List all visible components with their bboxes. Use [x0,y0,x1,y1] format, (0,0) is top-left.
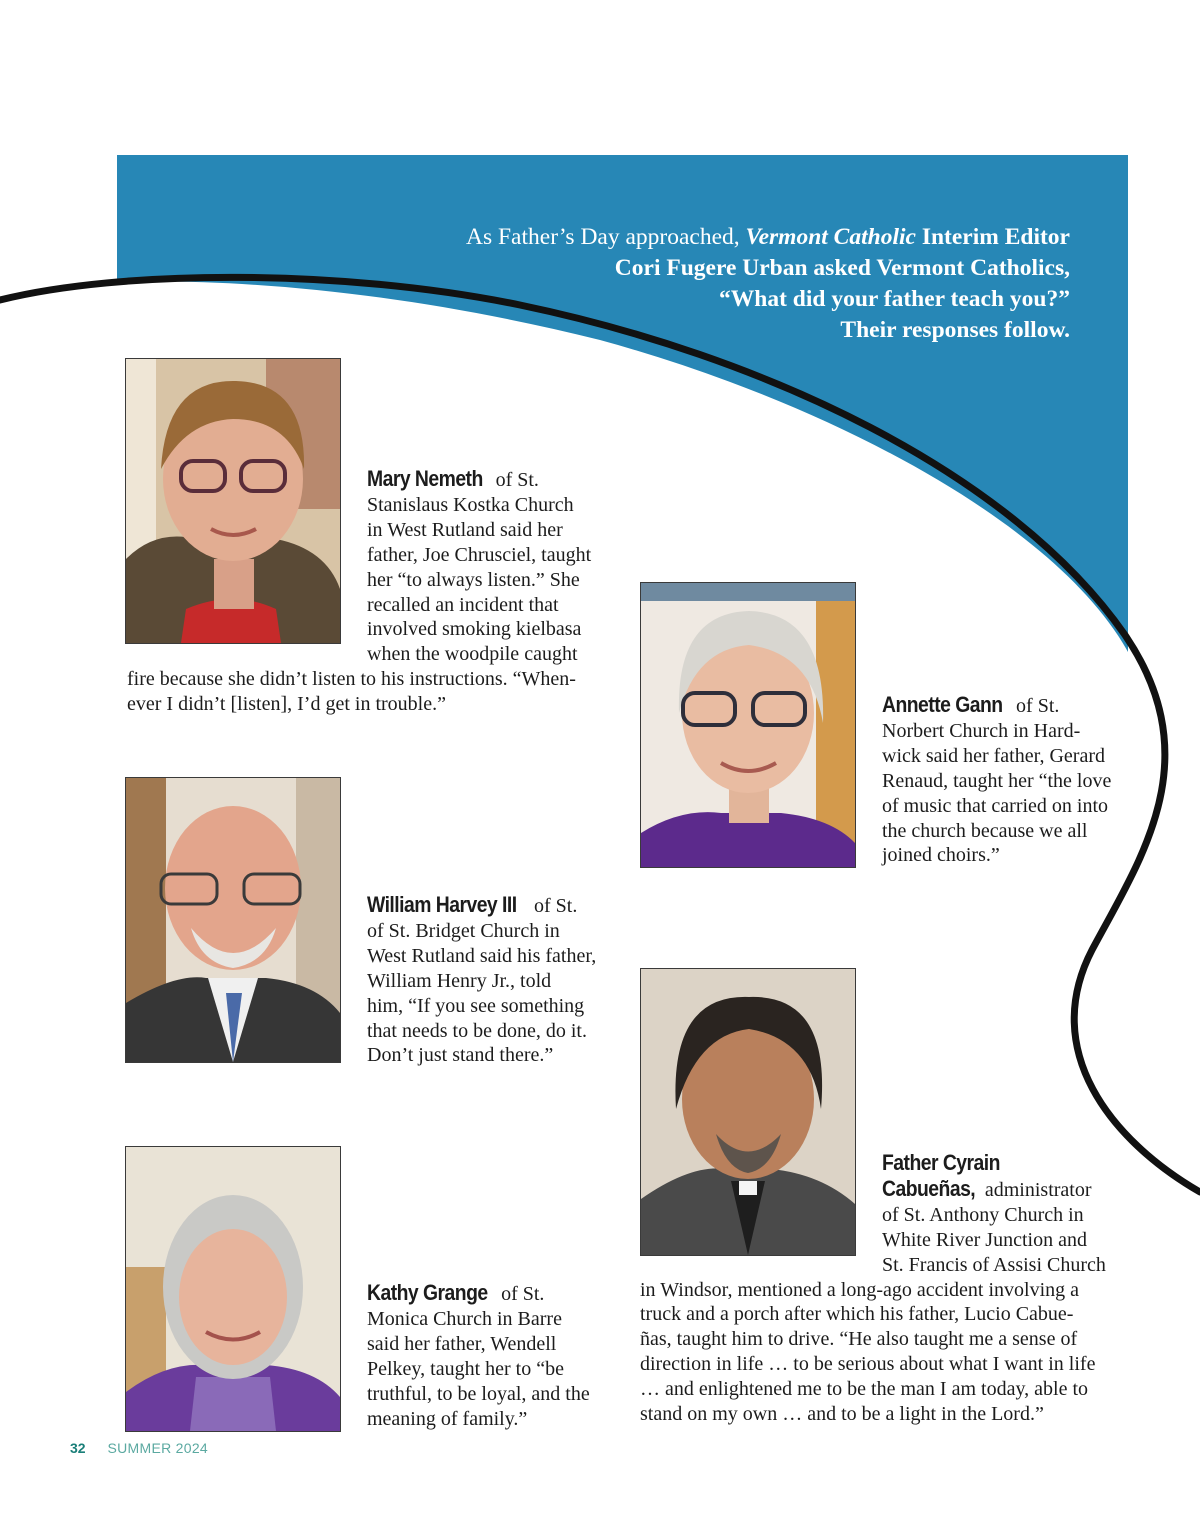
entry-line: West Rutland said his father, [367,944,597,967]
entry-line: when the woodpile caught [367,643,578,666]
photo-kathy-grange [125,1146,341,1432]
page-number: 32 [70,1440,86,1456]
entry-line: recalled an incident that [367,593,559,616]
entry-line: in West Rutland said her [367,518,563,541]
entry-line: Stanislaus Kostka Church [367,493,574,516]
issue-label: SUMMER 2024 [107,1440,209,1456]
entry-line: stand on my own … and to be a light in the Lord.” [640,1403,1044,1426]
entry-line: ever I didn’t [listen], I’d get in trouble.” [127,693,446,716]
person-name: Annette Gann [882,692,1003,717]
entry-line: said her father, Wendell [367,1332,557,1355]
publication-name: Vermont Catholic [745,224,916,250]
entry-line: Don’t just stand there.” [367,1044,554,1067]
intro-line-4: Their responses follow. [840,317,1070,343]
entry-line: fire because she didn’t listen to his instructions. “When- [127,668,576,691]
entry-line: him, “If you see something [367,994,585,1017]
person-name-line-2: Cabueñas, [882,1175,976,1201]
entry-line: wick said her father, Gerard [882,744,1105,767]
person-name: Mary Nemeth [367,466,483,491]
entry-line: joined choirs.” [882,844,1000,867]
entry-line: her “to always listen.” She [367,568,580,591]
person-name: William Harvey III [367,892,517,917]
person-name: Kathy Grange [367,1280,488,1305]
photo-annette-gann [640,582,856,868]
entry-line: of music that carried on into [882,794,1109,817]
entry-line: … and enlightened me to be the man I am today, able to [640,1378,1089,1401]
entry-line: William Henry Jr., told [367,969,552,992]
intro-text [310,222,1070,346]
entry-line: meaning of family.” [367,1407,528,1430]
entry-line: of St. Anthony Church in [882,1203,1084,1226]
entry-line: truck and a porch after which his father, Lucio Cabue- [640,1303,1074,1326]
entry-line: involved smoking kielbasa [367,618,582,641]
entry-line: truthful, to be loyal, and the [367,1382,590,1405]
entry-line: father, Joe Chrusciel, taught [367,543,592,566]
entry-line: Pelkey, taught her to “be [367,1357,564,1380]
intro-line-1: As Father’s Day approached, Vermont Catholic Interim Editor [466,224,1070,250]
page-footer [70,1440,208,1456]
entry-line: that needs to be done, do it. [367,1019,587,1042]
entry-annette-gann: Annette Gann of St. Norbert Church in Hard- wick said her father, Gerard Renaud, taught her “the love of music that carried on into the church because we all joined choirs.” [882,693,1172,868]
entry-william-harvey: William Harvey III of St. of St. Bridget Church in West Rutland said his father, William Henry Jr., told him, “If you see something that needs to be done, do it. Don’t just stand there.” [367,893,627,1068]
entry-line: of St. Bridget Church in [367,919,560,942]
entry-father-cyrain-cabuenas: Father Cyrain Cabueñas, administrator of St. Anthony Church in White River Junction and St. Francis of Assisi Church in Windsor, mentioned a long-ago accident involving a truck and a porch after which his father, Lucio Cabue- ñas, taught him to drive. “He also taught me a sense of direction in life … to be serious about what I want in life … and enlightened me to be the man I am today, able to stand on my own … and to be a light in the Lord.” [640,1151,1160,1427]
entry-line: Monica Church in Barre [367,1307,562,1330]
entry-line: St. Francis of Assisi Church [882,1253,1106,1276]
person-name-line-1: Father Cyrain [882,1150,1000,1175]
entry-line: the church because we all [882,819,1088,842]
entry-line: Norbert Church in Hard- [882,719,1081,742]
entry-line: White River Junction and [882,1228,1087,1251]
entry-line: direction in life … to be serious about what I want in life [640,1353,1096,1376]
photo-william-harvey [125,777,341,1063]
entry-kathy-grange: Kathy Grange of St. Monica Church in Barre said her father, Wendell Pelkey, taught her to “be truthful, to be loyal, and the meaning of family.” [367,1281,627,1431]
entry-line: Renaud, taught her “the love [882,769,1112,792]
intro-line-3: “What did your father teach you?” [719,286,1070,312]
entry-line: ñas, taught him to drive. “He also taught me a sense of [640,1328,1078,1351]
entry-line: in Windsor, mentioned a long-ago accident involving a [640,1278,1080,1301]
entry-mary-nemeth: Mary Nemeth of St. Stanislaus Kostka Church in West Rutland said her father, Joe Chrusciel, taught her “to always listen.” She recalled an incident that involved smoking kielbasa when the woodpile caught fire because she didn’t listen to his instructions. “When- ever I didn’t [listen], I’d get in trouble.” [127,467,627,717]
intro-line-2: Cori Fugere Urban asked Vermont Catholics, [614,255,1070,281]
